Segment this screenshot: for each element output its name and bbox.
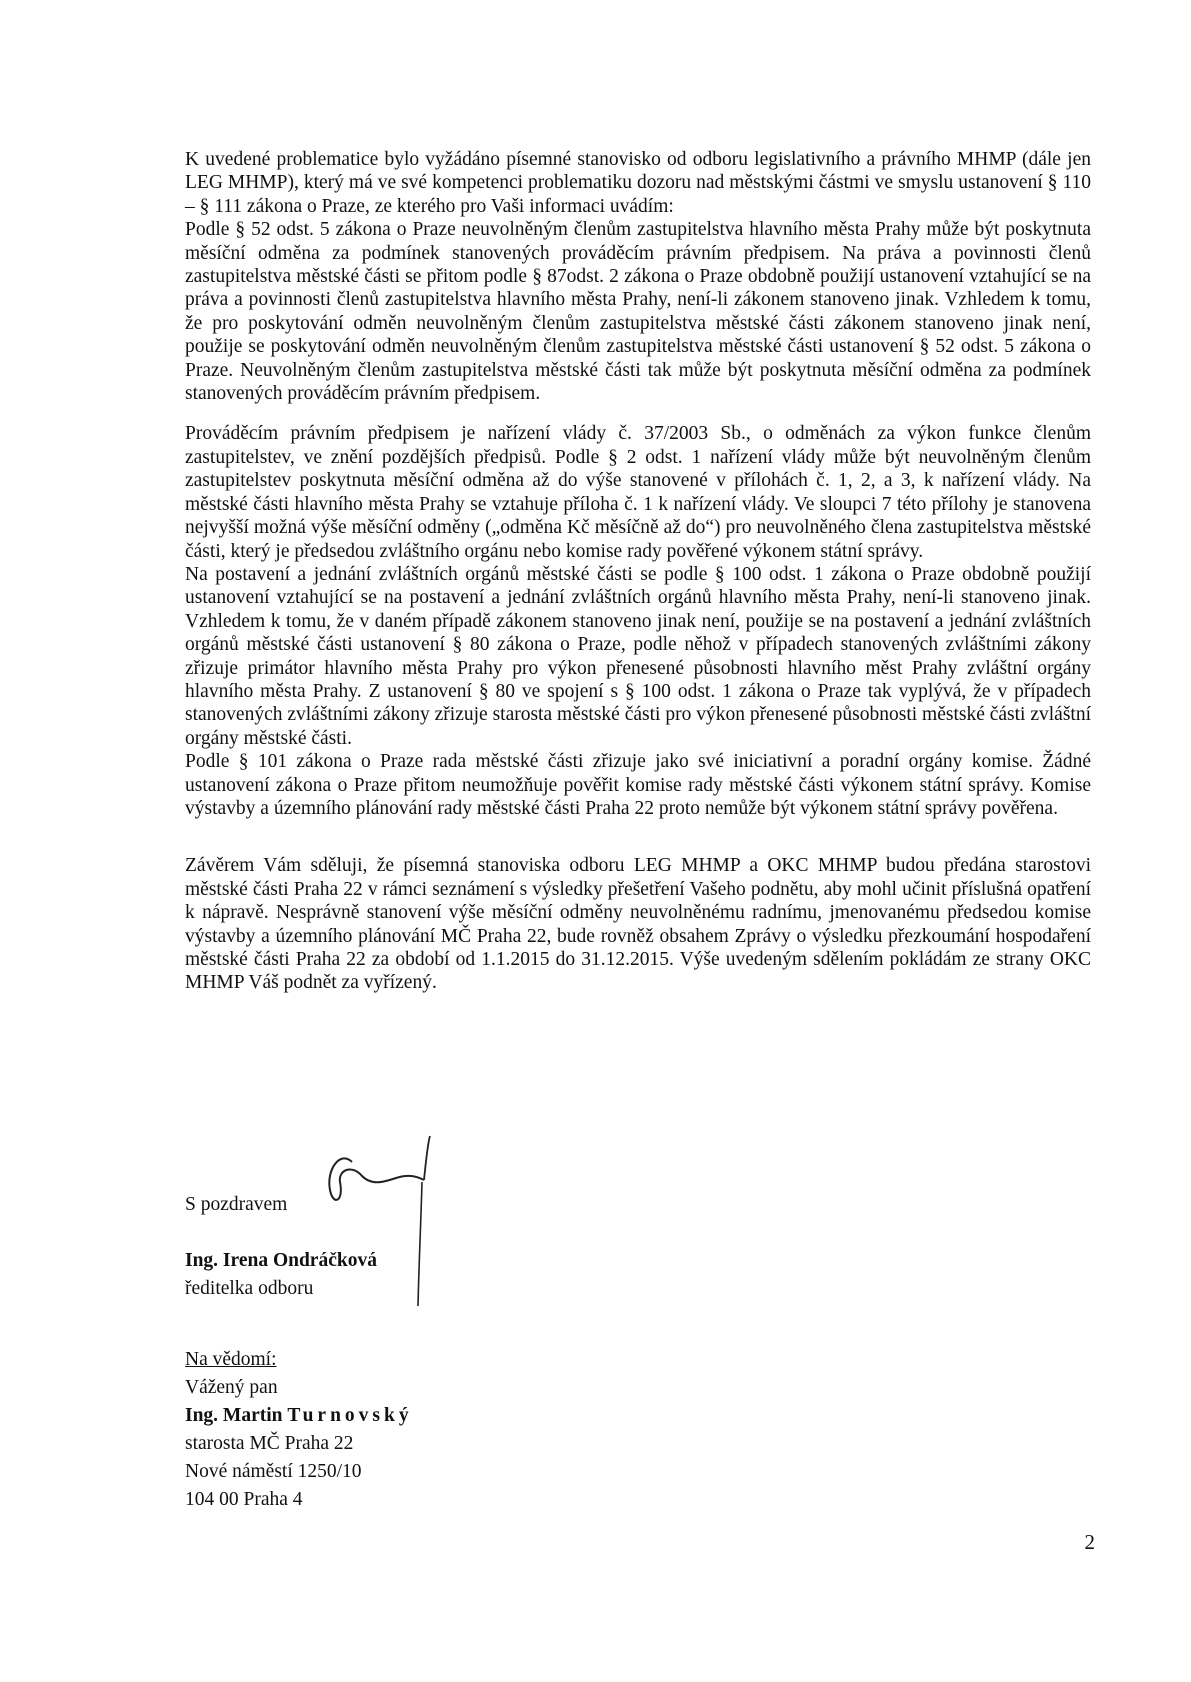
cc-street: Nové náměstí 1250/10 xyxy=(185,1461,362,1482)
paragraph-reward-law: Podle § 52 odst. 5 zákona o Praze neuvolněným členům zastupitelstva hlavního města Prahy může být poskytnuta měsíční odměna za podmínek stanovených prováděcím právním předpisem. Na práva a povinnosti členů zastupitelstva městské části se přitom podle § 87odst. 2 zákona o Praze obdobně použijí ustanovení vztahující se na práva a povinnosti členů zastupitelstva hlavního města Prahy, není-li zákonem stanoveno jinak. Vzhledem k tomu, že pro poskytování odměn neuvolněným členům zastupitelstva městské části zákonem stanoveno jinak není, použije se poskytování odměn neuvolněným členům zastupitelstva městské části ustanovení § 52 odst. 5 zákona o Praze. Neuvolněným členům zastupitelstva městské části tak může být poskytnuta měsíční odměna za podmínek stanovených prováděcím právním předpisem. xyxy=(185,219,1091,405)
cc-city: 104 00 Praha 4 xyxy=(185,1489,303,1510)
cc-name-last: Turnovský xyxy=(287,1405,413,1426)
cc-role: starosta MČ Praha 22 xyxy=(185,1433,354,1454)
paragraph-special-bodies: Na postavení a jednání zvláštních orgánů městské části se podle § 100 odst. 1 zákona o Praze obdobně použijí ustanovení vztahující se na postavení a jednání zvláštních orgánů hlavního města Prahy, není-li stanoveno jinak. Vzhledem k tomu, že v daném případě zákonem stanoveno jinak není, použije se na postavení a jednání zvláštních orgánů městské části ustanovení § 80 zákona o Praze, podle něhož v případech stanovených zvláštními zákony zřizuje primátor hlavního města Prahy pro výkon přenesené působnosti hlavního měst Prahy zvláštní orgány hlavního města Prahy. Z ustanovení § 80 ve spojení s § 100 odst. 1 zákona o Praze tak vyplývá, že v případech stanovených zvláštními zákony zřizuje starosta městské části pro výkon přenesené působnosti městské části zvláštní orgány městské části. xyxy=(185,563,1091,749)
letter-body xyxy=(185,148,1091,995)
closing-greeting: S pozdravem xyxy=(185,1194,288,1215)
signatory-name: Ing. Irena Ondráčková xyxy=(185,1250,377,1271)
signature-block xyxy=(185,1191,605,1303)
paragraph-commissions: Podle § 101 zákona o Praze rada městské části zřizuje jako své iniciativní a poradní orgány komise. Žádné ustanovení zákona o Praze přitom neumožňuje pověřit komise rady městské části výkonem státní správy. Komise výstavby a územního plánování rady městské části Praha 22 proto nemůže být výkonem státní správy pověřena. xyxy=(185,751,1091,819)
paragraph-intro: K uvedené problematice bylo vyžádáno písemné stanovisko od odboru legislativního a právního MHMP (dále jen LEG MHMP), který má ve své kompetenci problematiku dozoru nad městskými částmi ve smyslu ustanovení § 110 – § 111 zákona o Praze, ze kterého pro Vaši informaci uvádím: xyxy=(185,149,1091,217)
paragraph-government-regulation: Prováděcím právním předpisem je nařízení vlády č. 37/2003 Sb., o odměnách za výkon funkce členům zastupitelstev, ve znění pozdějších předpisů. Podle § 2 odst. 1 nařízení vlády může být neuvolněným členům zastupitelstev poskytnuta měsíční odměna až do výše stanovené v přílohách č. 1, 2, a 3, k nařízení vlády. Na městské části hlavního města Prahy se vztahuje příloha č. 1 k nařízení vlády. Ve sloupci 7 této přílohy je stanovena nejvyšší možná výše měsíční odměny („odměna Kč měsíčně až do“) pro neuvolněného člena zastupitelstva městské části, který je předsedou zvláštního orgánu nebo komise rady pověřené výkonem státní správy. xyxy=(185,423,1091,562)
cc-heading: Na vědomí: xyxy=(185,1349,277,1370)
page-number: 2 xyxy=(1084,1530,1095,1554)
paragraph-conclusion: Závěrem Vám sděluji, že písemná stanoviska odboru LEG MHMP a OKC MHMP budou předána starostovi městské části Praha 22 v rámci seznámení s výsledky přešetření Vašeho podnětu, aby mohl učinit příslušná opatření k nápravě. Nesprávně stanovení výše měsíční odměny neuvolněnému radnímu, jmenovanému předsedou komise výstavby a územního plánování MČ Praha 22, bude rovněž obsahem Zprávy o výsledku přezkoumání hospodaření městské části Praha 22 za období od 1.1.2015 do 31.12.2015. Výše uvedeným sdělením pokládám ze strany OKC MHMP Váš podnět za vyřízený. xyxy=(185,855,1091,994)
signatory-title: ředitelka odboru xyxy=(185,1278,314,1299)
cc-name xyxy=(185,1402,705,1430)
cc-salutation: Vážený pan xyxy=(185,1377,278,1398)
cc-name-first: Ing. Martin xyxy=(185,1405,283,1426)
carbon-copy-block xyxy=(185,1346,705,1514)
